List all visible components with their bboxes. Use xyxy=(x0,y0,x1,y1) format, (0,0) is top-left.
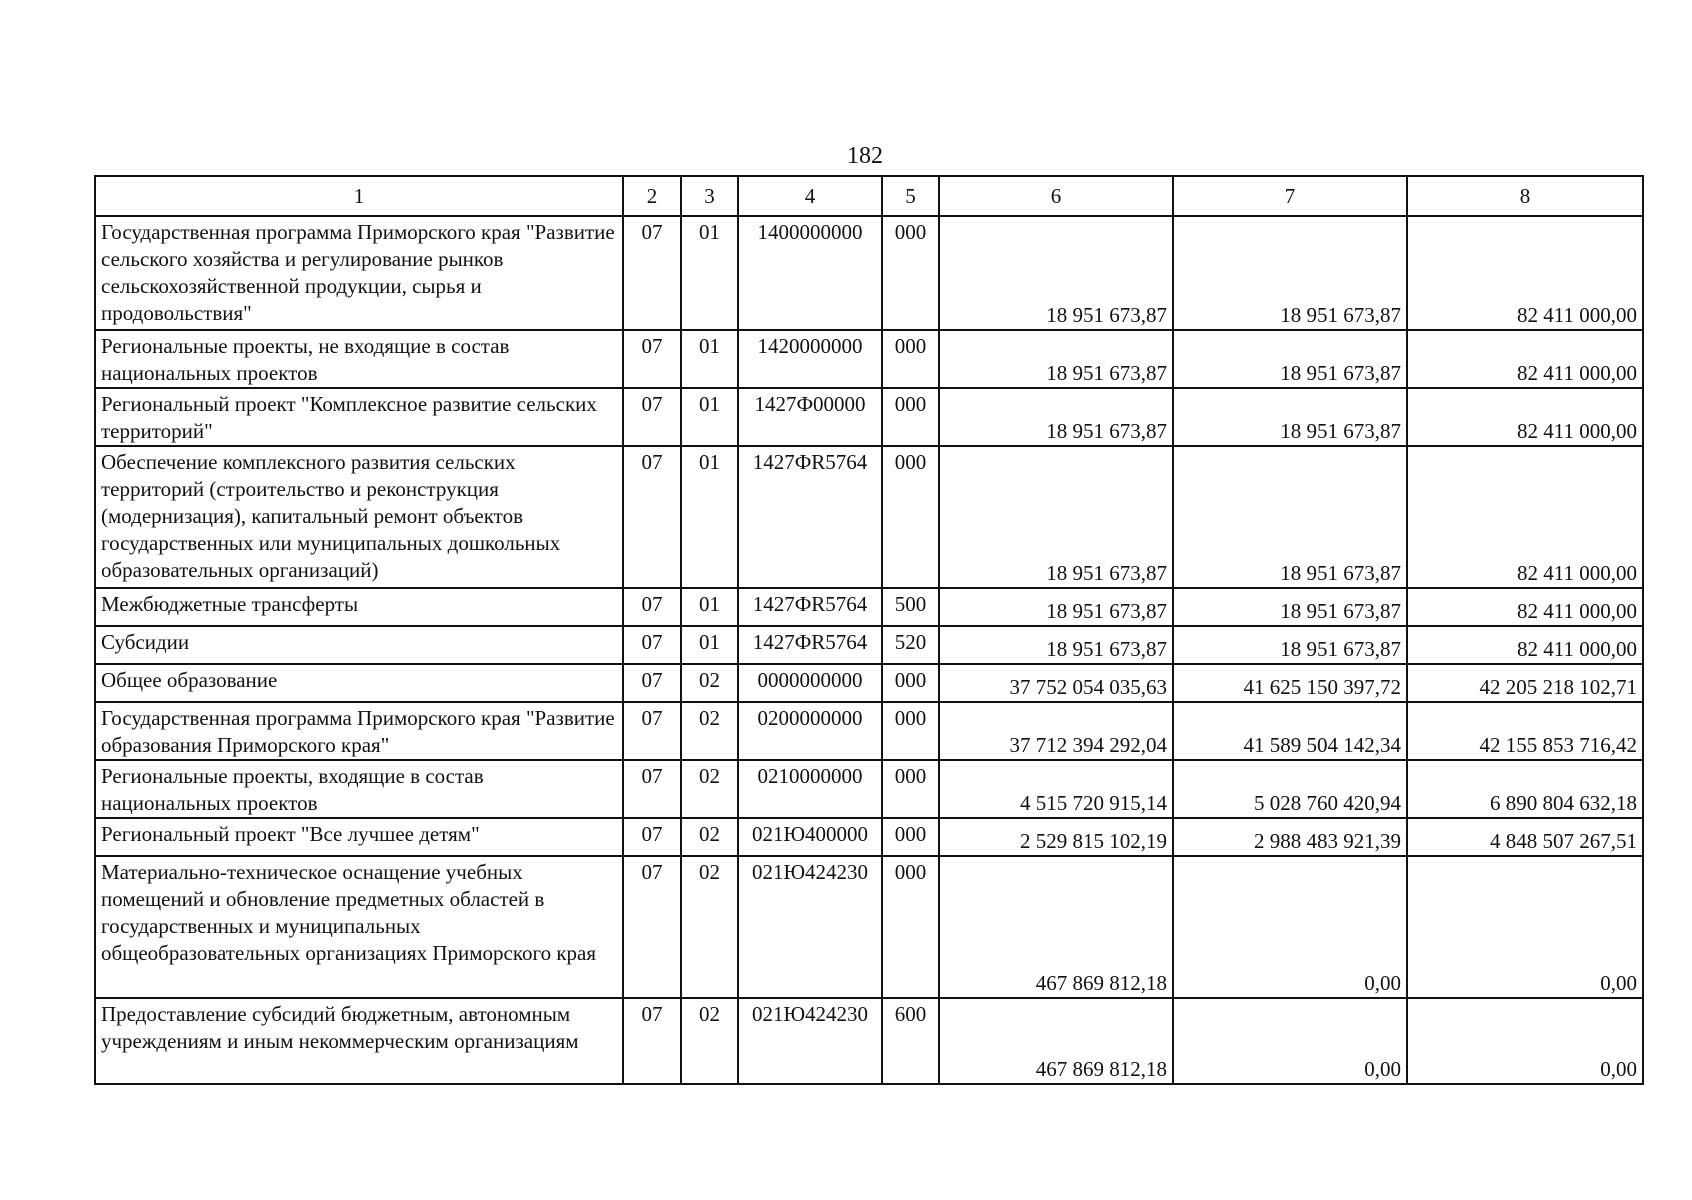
row-amount-7: 2 988 483 921,39 xyxy=(1173,818,1407,856)
row-amount-7: 0,00 xyxy=(1173,856,1407,998)
row-section: 07 xyxy=(623,702,681,760)
row-amount-6: 2 529 815 102,19 xyxy=(939,818,1173,856)
table-row xyxy=(95,760,1643,818)
row-name: Обеспечение комплексного развития сельских территорий (строительство и реконструкция (модернизация), капитальный ремонт объектов государственных или муниципальных дошкольных образовательных организаций) xyxy=(95,446,623,588)
row-amount-6: 37 712 394 292,04 xyxy=(939,702,1173,760)
row-amount-8: 82 411 000,00 xyxy=(1407,330,1643,388)
row-name: Региональные проекты, входящие в состав национальных проектов xyxy=(95,760,623,818)
row-subsection: 01 xyxy=(681,216,738,330)
row-section: 07 xyxy=(623,856,681,998)
row-amount-6: 467 869 812,18 xyxy=(939,998,1173,1084)
row-target-code: 1427ФR5764 xyxy=(738,446,882,588)
row-subsection: 02 xyxy=(681,856,738,998)
row-amount-7: 18 951 673,87 xyxy=(1173,446,1407,588)
row-amount-6: 18 951 673,87 xyxy=(939,216,1173,330)
row-expense-type: 000 xyxy=(882,446,939,588)
table-row xyxy=(95,626,1643,664)
header-col-4: 4 xyxy=(738,176,882,216)
row-name: Региональные проекты, не входящие в состав национальных проектов xyxy=(95,330,623,388)
row-expense-type: 520 xyxy=(882,626,939,664)
row-amount-7: 5 028 760 420,94 xyxy=(1173,760,1407,818)
row-amount-7: 41 625 150 397,72 xyxy=(1173,664,1407,702)
row-target-code: 021Ю400000 xyxy=(738,818,882,856)
row-amount-7: 18 951 673,87 xyxy=(1173,330,1407,388)
row-expense-type: 000 xyxy=(882,818,939,856)
row-target-code: 021Ю424230 xyxy=(738,856,882,998)
table-row xyxy=(95,588,1643,626)
row-section: 07 xyxy=(623,216,681,330)
row-section: 07 xyxy=(623,818,681,856)
row-amount-8: 82 411 000,00 xyxy=(1407,588,1643,626)
budget-table xyxy=(94,175,1644,1085)
row-name: Государственная программа Приморского края "Развитие образования Приморского края" xyxy=(95,702,623,760)
row-expense-type: 000 xyxy=(882,330,939,388)
header-col-3: 3 xyxy=(681,176,738,216)
row-amount-8: 42 205 218 102,71 xyxy=(1407,664,1643,702)
table-row xyxy=(95,856,1643,998)
row-target-code: 1400000000 xyxy=(738,216,882,330)
table-row xyxy=(95,702,1643,760)
table-row xyxy=(95,388,1643,446)
row-amount-8: 82 411 000,00 xyxy=(1407,388,1643,446)
row-amount-6: 467 869 812,18 xyxy=(939,856,1173,998)
row-expense-type: 000 xyxy=(882,856,939,998)
row-amount-8: 4 848 507 267,51 xyxy=(1407,818,1643,856)
row-subsection: 02 xyxy=(681,818,738,856)
header-col-8: 8 xyxy=(1407,176,1643,216)
row-subsection: 01 xyxy=(681,446,738,588)
row-amount-8: 42 155 853 716,42 xyxy=(1407,702,1643,760)
row-expense-type: 500 xyxy=(882,588,939,626)
row-amount-6: 4 515 720 915,14 xyxy=(939,760,1173,818)
row-amount-7: 0,00 xyxy=(1173,998,1407,1084)
row-name: Субсидии xyxy=(95,626,623,664)
row-section: 07 xyxy=(623,664,681,702)
header-row xyxy=(95,176,1643,216)
row-subsection: 01 xyxy=(681,588,738,626)
row-subsection: 02 xyxy=(681,664,738,702)
row-expense-type: 000 xyxy=(882,388,939,446)
row-amount-8: 0,00 xyxy=(1407,998,1643,1084)
row-subsection: 01 xyxy=(681,626,738,664)
row-subsection: 02 xyxy=(681,998,738,1084)
header-col-6: 6 xyxy=(939,176,1173,216)
row-amount-6: 18 951 673,87 xyxy=(939,588,1173,626)
row-name: Региональный проект "Комплексное развитие сельских территорий" xyxy=(95,388,623,446)
row-target-code: 1427Ф00000 xyxy=(738,388,882,446)
table-row xyxy=(95,664,1643,702)
row-expense-type: 000 xyxy=(882,216,939,330)
row-target-code: 0200000000 xyxy=(738,702,882,760)
row-section: 07 xyxy=(623,998,681,1084)
row-expense-type: 600 xyxy=(882,998,939,1084)
row-amount-7: 18 951 673,87 xyxy=(1173,626,1407,664)
row-subsection: 02 xyxy=(681,760,738,818)
row-amount-8: 0,00 xyxy=(1407,856,1643,998)
row-amount-6: 37 752 054 035,63 xyxy=(939,664,1173,702)
row-section: 07 xyxy=(623,388,681,446)
row-name: Государственная программа Приморского края "Развитие сельского хозяйства и регулирование рынков сельскохозяйственной продукции, сырья и продовольствия" xyxy=(95,216,623,330)
header-col-1: 1 xyxy=(95,176,623,216)
row-target-code: 021Ю424230 xyxy=(738,998,882,1084)
table-row xyxy=(95,216,1643,330)
row-expense-type: 000 xyxy=(882,702,939,760)
table-row xyxy=(95,446,1643,588)
row-amount-7: 41 589 504 142,34 xyxy=(1173,702,1407,760)
row-amount-6: 18 951 673,87 xyxy=(939,330,1173,388)
table-row xyxy=(95,330,1643,388)
row-name: Предоставление субсидий бюджетным, автономным учреждениям и иным некоммерческим организациям xyxy=(95,998,623,1084)
header-col-5: 5 xyxy=(882,176,939,216)
row-target-code: 1420000000 xyxy=(738,330,882,388)
row-name: Материально-техническое оснащение учебных помещений и обновление предметных областей в государственных и муниципальных общеобразовательных организациях Приморского края xyxy=(95,856,623,998)
row-expense-type: 000 xyxy=(882,760,939,818)
row-amount-7: 18 951 673,87 xyxy=(1173,388,1407,446)
row-amount-7: 18 951 673,87 xyxy=(1173,216,1407,330)
row-section: 07 xyxy=(623,588,681,626)
row-name: Региональный проект "Все лучшее детям" xyxy=(95,818,623,856)
row-amount-8: 82 411 000,00 xyxy=(1407,446,1643,588)
row-section: 07 xyxy=(623,626,681,664)
row-target-code: 0000000000 xyxy=(738,664,882,702)
row-section: 07 xyxy=(623,330,681,388)
header-col-2: 2 xyxy=(623,176,681,216)
row-amount-8: 82 411 000,00 xyxy=(1407,626,1643,664)
row-amount-7: 18 951 673,87 xyxy=(1173,588,1407,626)
page-number: 182 xyxy=(847,143,883,169)
row-name: Общее образование xyxy=(95,664,623,702)
row-amount-8: 6 890 804 632,18 xyxy=(1407,760,1643,818)
row-subsection: 01 xyxy=(681,330,738,388)
row-amount-6: 18 951 673,87 xyxy=(939,626,1173,664)
row-target-code: 1427ФR5764 xyxy=(738,588,882,626)
table-row xyxy=(95,818,1643,856)
row-expense-type: 000 xyxy=(882,664,939,702)
row-subsection: 02 xyxy=(681,702,738,760)
row-subsection: 01 xyxy=(681,388,738,446)
row-amount-6: 18 951 673,87 xyxy=(939,388,1173,446)
row-target-code: 1427ФR5764 xyxy=(738,626,882,664)
row-amount-6: 18 951 673,87 xyxy=(939,446,1173,588)
row-amount-8: 82 411 000,00 xyxy=(1407,216,1643,330)
table-row xyxy=(95,998,1643,1084)
row-name: Межбюджетные трансферты xyxy=(95,588,623,626)
row-section: 07 xyxy=(623,760,681,818)
row-section: 07 xyxy=(623,446,681,588)
header-col-7: 7 xyxy=(1173,176,1407,216)
row-target-code: 0210000000 xyxy=(738,760,882,818)
